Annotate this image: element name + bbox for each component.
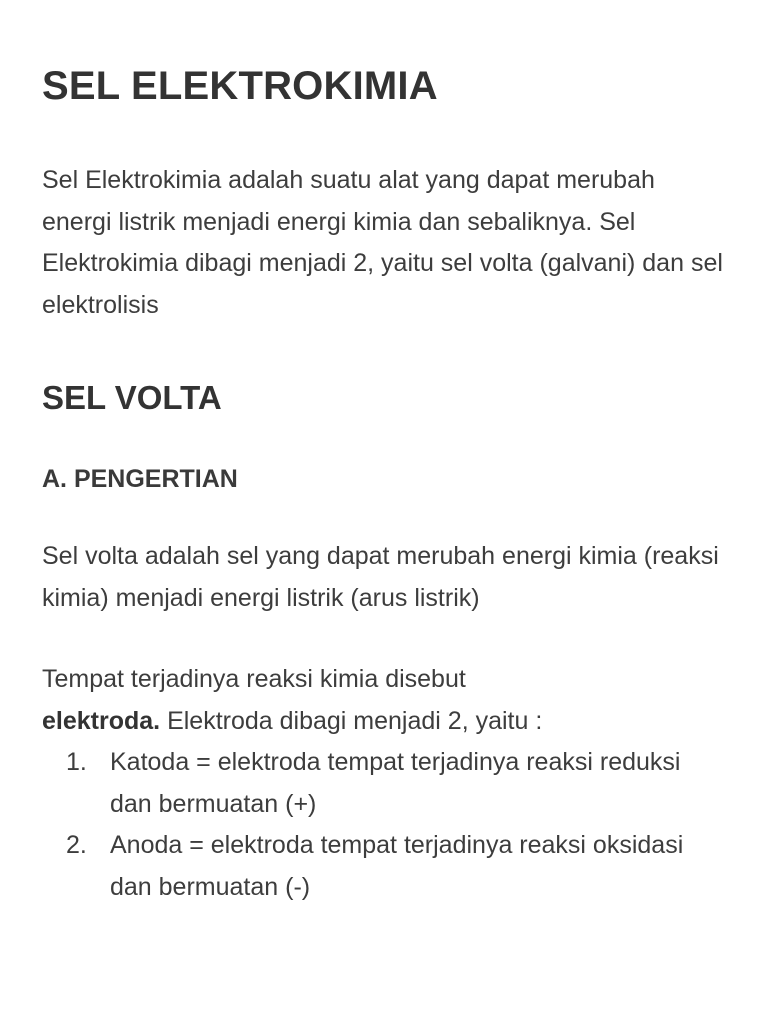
list-item [42, 742, 728, 825]
list-item-number: 2. [66, 831, 87, 859]
intro-paragraph: Sel Elektrokimia adalah suatu alat yang dapat merubah energi listrik menjadi energi kimia dan sebaliknya. Sel Elektrokimia dibagi menjadi 2, yaitu sel volta (galvani) dan sel elektrolisis [42, 166, 723, 319]
electrode-intro-after: Elektroda dibagi menjadi 2, yaitu : [167, 706, 543, 735]
definition-paragraph: Sel volta adalah sel yang dapat merubah energi kimia (reaksi kimia) menjadi energi listrik (arus listrik) [42, 542, 719, 612]
list-item [42, 825, 728, 908]
list-item-text: Anoda = elektroda tempat terjadinya reaksi oksidasi dan bermuatan (-) [110, 831, 684, 901]
page-title: SEL ELEKTROKIMIA [42, 64, 438, 108]
electrode-term: elektroda. [42, 706, 161, 735]
electrode-paragraph [42, 659, 728, 742]
list-item-text: Katoda = elektroda tempat terjadinya reaksi reduksi dan bermuatan (+) [110, 748, 681, 818]
list-item-number: 1. [66, 748, 87, 776]
electrode-list [42, 742, 728, 908]
subsection-heading: A. PENGERTIAN [42, 465, 238, 493]
section-heading: SEL VOLTA [42, 379, 222, 416]
electrode-intro-text: Tempat terjadinya reaksi kimia disebut [42, 665, 466, 693]
